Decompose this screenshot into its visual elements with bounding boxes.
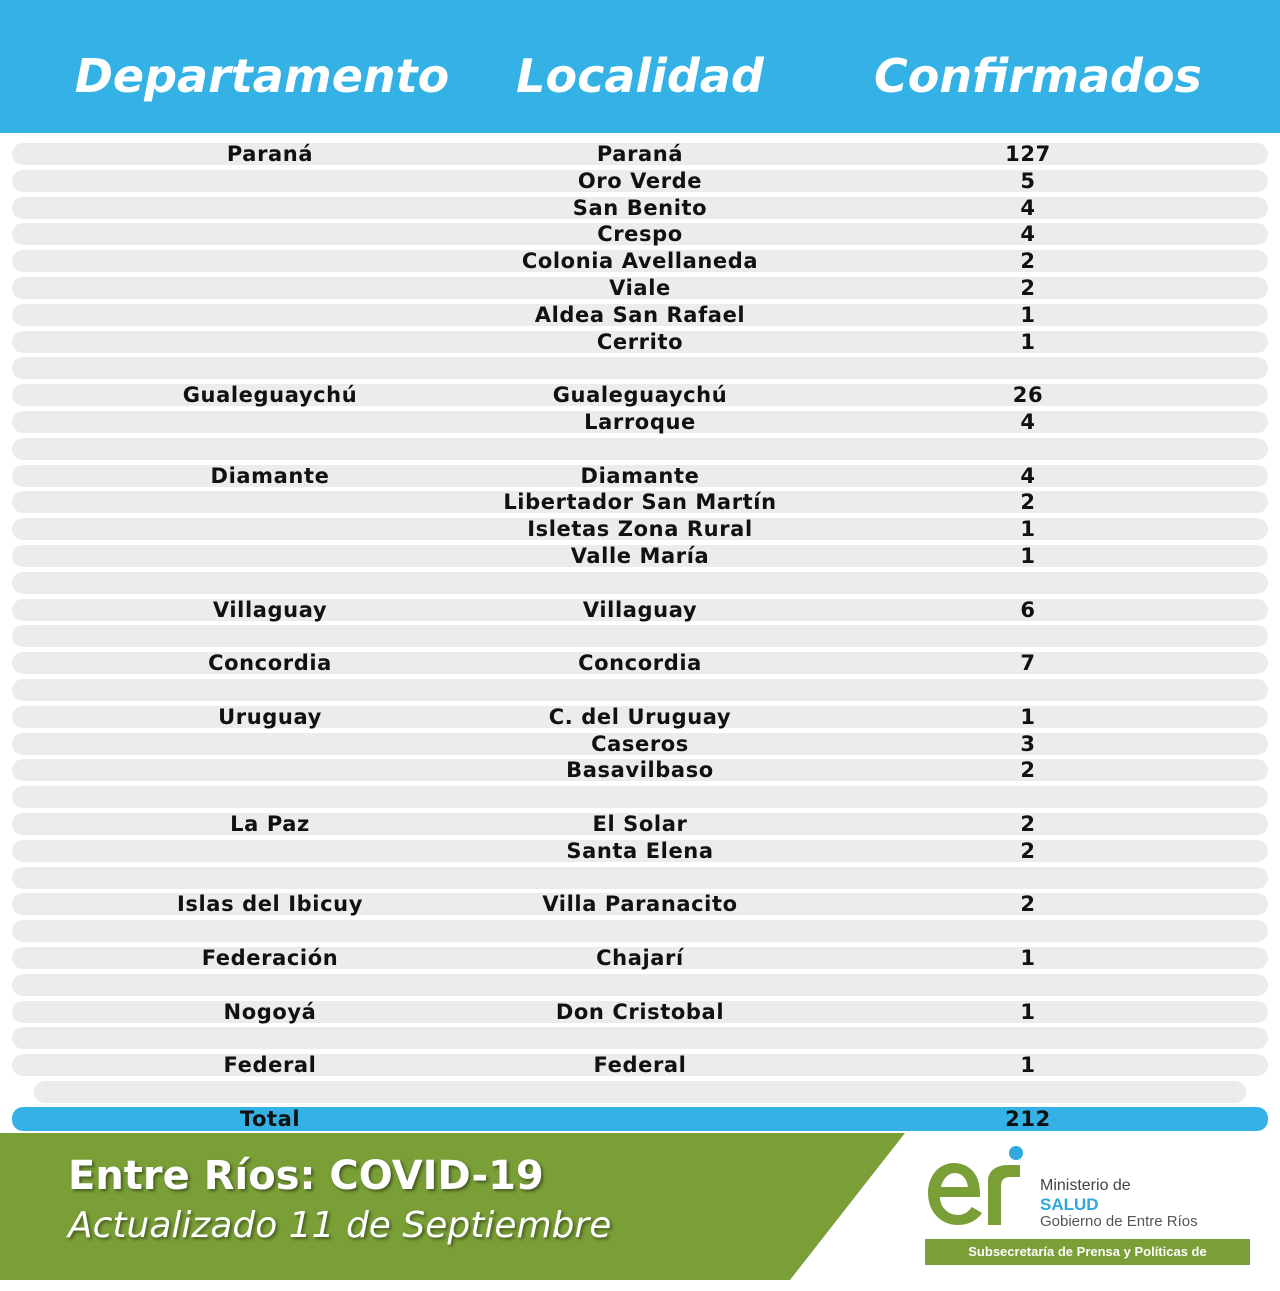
cell-localidad	[430, 677, 850, 704]
table-row	[0, 972, 1280, 999]
table-row	[0, 999, 1280, 1026]
cell-localidad	[430, 865, 850, 892]
cell-confirmados	[928, 570, 1128, 597]
cell-departamento	[70, 784, 470, 811]
cell-localidad: Larroque	[584, 409, 696, 434]
table-row	[0, 891, 1280, 918]
cell-departamento: Concordia	[208, 651, 332, 676]
cell-departamento	[70, 918, 470, 945]
cell-departamento	[70, 677, 470, 704]
cell-localidad: Caseros	[591, 731, 689, 756]
table-header	[0, 0, 1280, 133]
cell-confirmados: 2	[1020, 249, 1036, 274]
cell-confirmados: 127	[1005, 142, 1051, 166]
total-label: Total	[239, 1106, 301, 1131]
cell-departamento	[70, 1079, 470, 1106]
table-row	[0, 329, 1280, 356]
table-row	[0, 141, 1280, 168]
header-localidad: Localidad	[516, 49, 764, 103]
cell-confirmados: 2	[1020, 758, 1036, 783]
cell-departamento: Villaguay	[212, 597, 328, 622]
cell-localidad	[430, 355, 850, 382]
ministerio-line2: SALUD	[1040, 1195, 1099, 1214]
cell-departamento	[70, 436, 470, 463]
cell-localidad: San Benito	[572, 195, 708, 220]
cell-localidad	[430, 1025, 850, 1052]
cell-confirmados: 6	[1020, 597, 1036, 622]
cell-departamento: Paraná	[226, 142, 314, 166]
cell-confirmados: 1	[1020, 302, 1036, 327]
cell-localidad: El Solar	[592, 811, 688, 836]
table-row	[0, 945, 1280, 972]
table-row	[0, 623, 1280, 650]
cell-confirmados: 4	[1020, 463, 1036, 488]
cell-localidad: Libertador San Martín	[503, 490, 777, 515]
cell-departamento	[70, 757, 470, 784]
cell-departamento	[70, 302, 470, 329]
cell-departamento	[70, 275, 470, 302]
cell-confirmados: 5	[1020, 168, 1036, 193]
cell-localidad	[430, 436, 850, 463]
cell-departamento	[70, 489, 470, 516]
table-row	[0, 489, 1280, 516]
cell-departamento	[70, 543, 470, 570]
cell-departamento	[70, 195, 470, 222]
cell-departamento	[70, 329, 470, 356]
cell-departamento	[70, 838, 470, 865]
cell-departamento	[70, 248, 470, 275]
table-row	[0, 677, 1280, 704]
table-row	[0, 1052, 1280, 1079]
header-departamento: Departamento	[74, 49, 450, 103]
table-row	[0, 221, 1280, 248]
table-row	[0, 1079, 1280, 1106]
cell-localidad: Isletas Zona Rural	[527, 517, 753, 542]
cell-departamento	[70, 1025, 470, 1052]
cell-confirmados	[928, 1025, 1128, 1052]
footer	[0, 1133, 1280, 1285]
cell-departamento: Gualeguaychú	[182, 383, 358, 408]
table-row	[0, 195, 1280, 222]
cell-localidad: Santa Elena	[566, 838, 714, 863]
footer-title: Entre Ríos: COVID-19	[68, 1153, 544, 1199]
cell-localidad: Valle María	[570, 543, 710, 568]
cell-departamento	[70, 221, 470, 248]
subsecretaria-banner: Subsecretaría de Prensa y Políticas de Comunicación	[925, 1239, 1250, 1265]
cell-localidad	[430, 918, 850, 945]
cell-confirmados: 1	[1020, 704, 1036, 729]
table-row	[0, 838, 1280, 865]
cell-confirmados: 4	[1020, 409, 1036, 434]
cell-departamento: Federación	[201, 945, 339, 970]
cell-localidad: Concordia	[578, 651, 702, 676]
cell-confirmados	[928, 436, 1128, 463]
ministerio-line3: Gobierno de Entre Ríos	[1040, 1213, 1198, 1230]
cell-departamento	[70, 516, 470, 543]
table-row	[0, 570, 1280, 597]
cell-localidad	[430, 1079, 850, 1106]
table-row	[0, 865, 1280, 892]
total-row	[0, 1106, 1280, 1133]
cell-localidad: Cerrito	[596, 329, 684, 354]
table-row	[0, 248, 1280, 275]
cell-departamento	[70, 168, 470, 195]
cell-confirmados: 1	[1020, 329, 1036, 354]
cell-localidad	[430, 570, 850, 597]
cell-localidad: Oro Verde	[577, 168, 703, 193]
cell-localidad: C. del Uruguay	[548, 704, 732, 729]
cell-confirmados	[928, 972, 1128, 999]
table-row	[0, 409, 1280, 436]
table-row	[0, 168, 1280, 195]
cell-confirmados: 1	[1020, 1053, 1036, 1078]
cell-confirmados	[928, 784, 1128, 811]
cell-localidad: Colonia Avellaneda	[521, 249, 759, 274]
table-row	[0, 382, 1280, 409]
footer-subtitle: Actualizado 11 de Septiembre	[68, 1205, 612, 1246]
cell-confirmados: 4	[1020, 222, 1036, 247]
table-row	[0, 436, 1280, 463]
cell-localidad: Don Cristobal	[555, 999, 725, 1024]
cell-confirmados: 2	[1020, 490, 1036, 515]
cell-confirmados: 3	[1020, 731, 1036, 756]
table-row	[0, 275, 1280, 302]
cell-departamento: Federal	[223, 1053, 317, 1078]
cell-confirmados	[928, 355, 1128, 382]
cell-confirmados	[928, 865, 1128, 892]
table-row	[0, 650, 1280, 677]
cell-confirmados	[928, 1079, 1128, 1106]
cell-localidad: Villa Paranacito	[542, 892, 738, 917]
cell-confirmados: 1	[1020, 999, 1036, 1024]
cell-confirmados: 2	[1020, 892, 1036, 917]
cell-localidad	[430, 972, 850, 999]
table-row	[0, 516, 1280, 543]
cell-departamento: La Paz	[230, 811, 310, 836]
table-row	[0, 302, 1280, 329]
cell-localidad: Basavilbaso	[566, 758, 714, 783]
table-row	[0, 757, 1280, 784]
cell-confirmados	[928, 918, 1128, 945]
cell-confirmados: 1	[1020, 945, 1036, 970]
cell-departamento: Islas del Ibicuy	[176, 892, 363, 917]
cell-localidad: Viale	[609, 275, 671, 300]
cell-confirmados: 26	[1012, 383, 1044, 408]
cell-confirmados: 2	[1020, 811, 1036, 836]
cases-table	[0, 141, 1280, 1132]
cell-confirmados: 4	[1020, 195, 1036, 220]
ministerio-line1: Ministerio de	[1040, 1177, 1131, 1194]
table-row	[0, 1025, 1280, 1052]
cell-localidad: Diamante	[580, 463, 700, 488]
cell-localidad: Villaguay	[582, 597, 698, 622]
table-row	[0, 543, 1280, 570]
table-row	[0, 731, 1280, 758]
cell-localidad: Crespo	[597, 222, 683, 247]
table-row	[0, 463, 1280, 490]
table-row	[0, 918, 1280, 945]
cell-localidad	[430, 784, 850, 811]
cell-departamento	[70, 570, 470, 597]
cell-departamento	[70, 972, 470, 999]
cell-localidad	[430, 623, 850, 650]
cell-localidad: Aldea San Rafael	[534, 302, 746, 327]
table-row	[0, 355, 1280, 382]
cell-localidad: Paraná	[596, 142, 684, 166]
cell-confirmados: 1	[1020, 543, 1036, 568]
cell-departamento	[70, 865, 470, 892]
total-value: 212	[1005, 1106, 1051, 1131]
cell-departamento: Uruguay	[218, 704, 322, 729]
cell-departamento	[70, 731, 470, 758]
cell-confirmados	[928, 677, 1128, 704]
table-row	[0, 704, 1280, 731]
cell-confirmados: 7	[1020, 651, 1036, 676]
cell-confirmados	[928, 623, 1128, 650]
cell-confirmados: 2	[1020, 838, 1036, 863]
table-row	[0, 784, 1280, 811]
cell-localidad: Chajarí	[596, 945, 684, 970]
cell-confirmados: 1	[1020, 517, 1036, 542]
header-confirmados: Confirmados	[874, 49, 1202, 103]
cell-departamento: Nogoyá	[223, 999, 317, 1024]
cell-departamento: Diamante	[210, 463, 330, 488]
cell-confirmados: 2	[1020, 275, 1036, 300]
cell-departamento	[70, 355, 470, 382]
er-logo-icon	[920, 1141, 1040, 1241]
table-row	[0, 811, 1280, 838]
cell-localidad: Federal	[593, 1053, 687, 1078]
table-row	[0, 597, 1280, 624]
cell-localidad: Gualeguaychú	[552, 383, 728, 408]
cell-departamento	[70, 409, 470, 436]
cell-departamento	[70, 623, 470, 650]
